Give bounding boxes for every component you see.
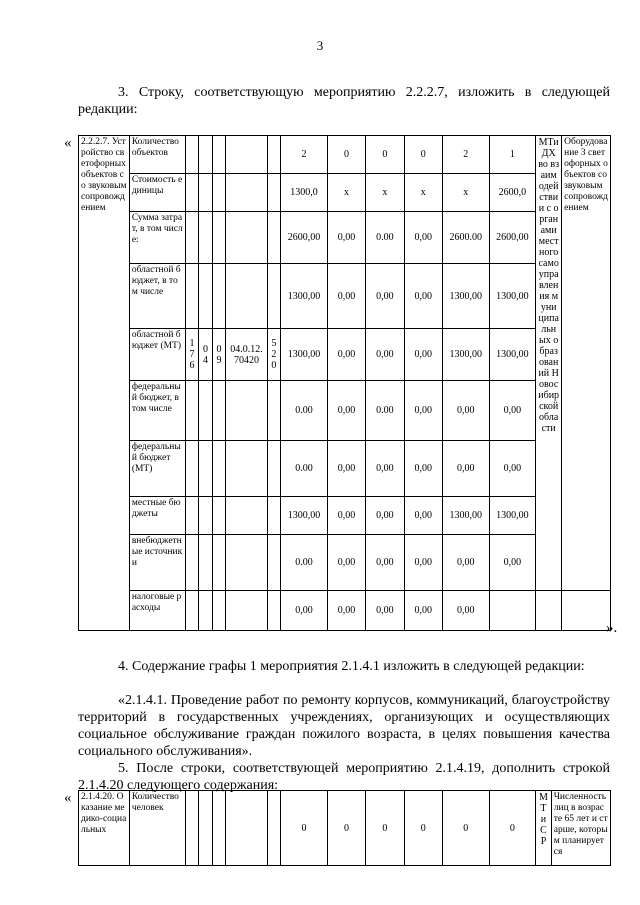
value-cell: 0,00 — [327, 329, 365, 381]
empty-cell — [212, 441, 225, 497]
table-row — [79, 329, 611, 381]
value-cell: 1300,0 — [281, 174, 328, 212]
value-cell: 0.00 — [281, 535, 328, 591]
table-row — [79, 535, 611, 591]
empty-cell — [267, 264, 280, 329]
empty-cell — [212, 497, 225, 535]
value-cell: 0,00 — [281, 591, 328, 631]
value-cell: 0 — [327, 136, 365, 174]
empty-cell — [212, 136, 225, 174]
result-cell: Оборудование 3 светофорных объектов со звуковым сопровождением — [562, 136, 611, 591]
value-cell: 0 — [442, 791, 489, 866]
value-cell: 0 — [327, 791, 365, 866]
value-cell: 0,00 — [489, 441, 536, 497]
value-cell: 1300,00 — [489, 264, 536, 329]
value-cell: 1300,00 — [489, 497, 536, 535]
empty-cell — [226, 497, 267, 535]
value-cell — [489, 591, 536, 631]
value-cell: 0,00 — [489, 381, 536, 441]
value-cell: 0,00 — [404, 329, 442, 381]
empty-cell — [267, 441, 280, 497]
value-cell: 0,00 — [404, 212, 442, 264]
empty-cell — [212, 591, 225, 631]
value-cell: 0.00 — [281, 441, 328, 497]
value-cell: 0,00 — [327, 497, 365, 535]
empty-cell — [226, 212, 267, 264]
quote-open-mark-2: « — [64, 790, 72, 806]
table-row — [79, 174, 611, 212]
empty-cell — [226, 441, 267, 497]
value-cell: 2600.00 — [442, 212, 489, 264]
value-cell: 0,00 — [327, 212, 365, 264]
value-cell: 1 — [489, 136, 536, 174]
empty-cell — [199, 497, 212, 535]
value-cell: 0,00 — [404, 381, 442, 441]
indicator-label: Количество человек — [129, 791, 185, 866]
table-row — [79, 497, 611, 535]
measure-table-2-2-2-7 — [78, 135, 611, 631]
value-cell: 0.00 — [366, 212, 404, 264]
value-cell: 0,00 — [366, 591, 404, 631]
indicator-label: федеральный бюджет (МТ) — [129, 441, 185, 497]
empty-cell — [212, 791, 225, 866]
value-cell: 0 — [489, 791, 536, 866]
empty-cell — [226, 791, 267, 866]
empty-cell — [212, 264, 225, 329]
table-row — [79, 591, 611, 631]
indicator-label: налоговые расходы — [129, 591, 185, 631]
empty-cell — [226, 174, 267, 212]
empty-cell — [267, 591, 280, 631]
indicator-label: федеральный бюджет, в том числе — [129, 381, 185, 441]
empty-cell — [212, 174, 225, 212]
value-cell: 0 — [404, 791, 442, 866]
value-cell: 2 — [281, 136, 328, 174]
empty-cell — [226, 591, 267, 631]
value-cell: 0,00 — [442, 381, 489, 441]
empty-cell — [185, 535, 198, 591]
empty-cell — [199, 791, 212, 866]
value-cell: 0 — [366, 136, 404, 174]
indicator-label: местные бюджеты — [129, 497, 185, 535]
paragraph-4-quote: «2.1.4.1. Проведение работ по ремонту корпусов, коммуникаций, благоустройству территорий в государственных учреждениях, организующих и осуществляющих социальное обслуживание граждан пожилого возраста, в целях повышения качества социального обслуживания». — [78, 693, 610, 759]
value-cell: 0,00 — [404, 441, 442, 497]
indicator-label: Сумма затрат, в том числе: — [129, 212, 185, 264]
code-cell: 2.2.2.7. Устройство светофорных объектов со звуковым сопровождением — [79, 136, 130, 631]
value-cell: 0,00 — [404, 535, 442, 591]
table-row — [79, 441, 611, 497]
budget-code-cell: 09 — [212, 329, 225, 381]
empty-cell — [185, 174, 198, 212]
empty-cell — [199, 591, 212, 631]
empty-cell — [199, 441, 212, 497]
budget-code-cell: 520 — [267, 329, 280, 381]
empty-cell — [199, 264, 212, 329]
empty-cell — [185, 497, 198, 535]
empty-cell — [199, 381, 212, 441]
empty-cell — [185, 441, 198, 497]
empty-cell — [185, 264, 198, 329]
empty-cell — [212, 381, 225, 441]
value-cell: 0,00 — [327, 381, 365, 441]
value-cell: 0,00 — [404, 497, 442, 535]
value-cell: 0 — [366, 791, 404, 866]
empty-cell — [185, 591, 198, 631]
value-cell: 1300,00 — [281, 329, 328, 381]
table-row — [79, 212, 611, 264]
value-cell: 0,00 — [327, 535, 365, 591]
empty-cell — [185, 381, 198, 441]
page-number: 3 — [316, 38, 324, 53]
value-cell: 0,00 — [442, 535, 489, 591]
value-cell: 0 — [404, 136, 442, 174]
value-cell: 2600,00 — [281, 212, 328, 264]
value-cell: x — [404, 174, 442, 212]
value-cell: 0,00 — [366, 329, 404, 381]
budget-code-cell: 04.0.12.70420 — [226, 329, 267, 381]
value-cell: 0,00 — [327, 441, 365, 497]
value-cell: 0 — [281, 791, 328, 866]
empty-cell — [562, 591, 611, 631]
value-cell: 0,00 — [404, 264, 442, 329]
value-cell: 0.00 — [366, 381, 404, 441]
value-cell: 0,00 — [327, 591, 365, 631]
empty-cell — [536, 591, 562, 631]
paragraph-5: 5. После строки, соответствующей мероприятию 2.1.4.19, дополнить строкой 2.1.4.20 следующего содержания: — [78, 761, 610, 793]
empty-cell — [199, 174, 212, 212]
empty-cell — [185, 212, 198, 264]
empty-cell — [226, 535, 267, 591]
empty-cell — [212, 535, 225, 591]
executor-cell: МТиСР — [536, 791, 552, 866]
value-cell: 1300,00 — [281, 264, 328, 329]
budget-code-cell: 04 — [199, 329, 212, 381]
table-row — [79, 136, 611, 174]
empty-cell — [185, 136, 198, 174]
value-cell: 0,00 — [366, 264, 404, 329]
indicator-label: областной бюджет, в том числе — [129, 264, 185, 329]
value-cell: 1300,00 — [442, 329, 489, 381]
quote-open-mark: « — [64, 135, 72, 151]
value-cell: 2 — [442, 136, 489, 174]
value-cell: 0.00 — [281, 381, 328, 441]
empty-cell — [226, 264, 267, 329]
empty-cell — [199, 212, 212, 264]
value-cell: x — [327, 174, 365, 212]
value-cell: 2600,0 — [489, 174, 536, 212]
value-cell: 2600,00 — [489, 212, 536, 264]
value-cell: 0,00 — [489, 535, 536, 591]
value-cell: x — [366, 174, 404, 212]
value-cell: 0,00 — [442, 441, 489, 497]
quote-close-mark: ». — [606, 620, 618, 636]
result-cell: Численность лиц в возрасте 65 лет и старше, которым планируется — [551, 791, 610, 866]
code-cell: 2.1.4.20. Оказание медико-социальных — [79, 791, 130, 866]
table-row — [79, 381, 611, 441]
value-cell: x — [442, 174, 489, 212]
paragraph-4: 4. Содержание графы 1 мероприятия 2.1.4.1 изложить в следующей редакции: — [118, 659, 585, 674]
value-cell: 0,00 — [442, 591, 489, 631]
indicator-label: областной бюджет (МТ) — [129, 329, 185, 381]
measure-table-2-1-4-20 — [78, 790, 611, 866]
empty-cell — [226, 136, 267, 174]
table-row — [79, 264, 611, 329]
empty-cell — [267, 212, 280, 264]
empty-cell — [267, 535, 280, 591]
empty-cell — [212, 212, 225, 264]
empty-cell — [267, 136, 280, 174]
paragraph-3: 3. Строку, соответствующую мероприятию 2.2.2.7, изложить в следующей редакции: — [78, 85, 610, 117]
value-cell: 0,00 — [404, 591, 442, 631]
empty-cell — [267, 791, 280, 866]
empty-cell — [226, 381, 267, 441]
indicator-label: внебюджетные источники — [129, 535, 185, 591]
empty-cell — [267, 174, 280, 212]
empty-cell — [185, 791, 198, 866]
indicator-label: Количество объектов — [129, 136, 185, 174]
executor-cell: МТиДХ во взаимодействии с органами местного самоуправления муниципальных образований Новосибирской области — [536, 136, 562, 591]
value-cell: 0,00 — [327, 264, 365, 329]
empty-cell — [199, 535, 212, 591]
value-cell: 1300,00 — [281, 497, 328, 535]
indicator-label: Стоимость единицы — [129, 174, 185, 212]
empty-cell — [199, 136, 212, 174]
value-cell: 1300,00 — [489, 329, 536, 381]
value-cell: 0,00 — [366, 497, 404, 535]
budget-code-cell: 176 — [185, 329, 198, 381]
value-cell: 0,00 — [366, 535, 404, 591]
empty-cell — [267, 381, 280, 441]
value-cell: 1300,00 — [442, 264, 489, 329]
value-cell: 0,00 — [366, 441, 404, 497]
empty-cell — [267, 497, 280, 535]
value-cell: 1300,00 — [442, 497, 489, 535]
